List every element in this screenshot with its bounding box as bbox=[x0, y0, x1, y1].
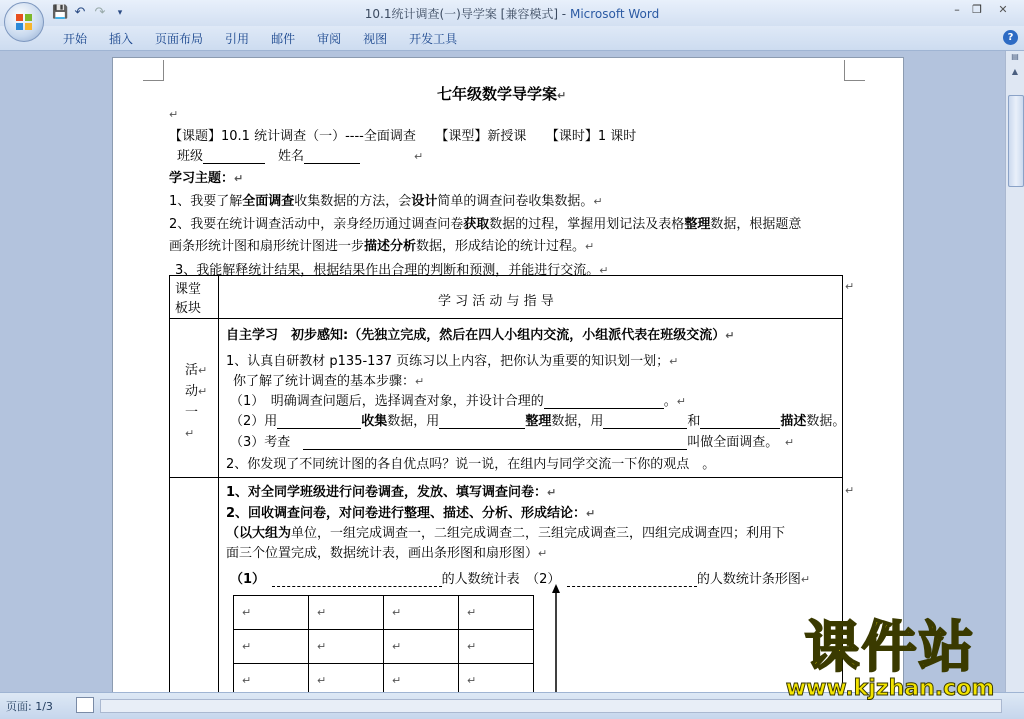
table-cell[interactable]: ↵ bbox=[384, 630, 459, 664]
office-logo-icon bbox=[15, 13, 33, 31]
activity-1-q2: 2、你发现了不同统计图的各自优点吗？说一说，在组内与同学交流一下你的观点 。 bbox=[226, 457, 716, 472]
activity-2-line5: （1） 的人数统计表 （2） 的人数统计条形图↵ bbox=[230, 572, 811, 587]
customize-icon[interactable]: ▾ bbox=[117, 8, 123, 18]
class-name-line: 班级 姓名 ↵ bbox=[177, 149, 424, 164]
tab-page-layout[interactable]: 页面布局 bbox=[155, 32, 204, 46]
col1-header: 课堂 板块 bbox=[175, 282, 202, 316]
watermark bbox=[775, 617, 1005, 701]
goal-2: 2、我要在统计调查活动中，亲身经历通过调查问卷获取数据的过程，掌握用划记法及表格整理数据，根据题意 bbox=[169, 217, 802, 232]
table-cell[interactable]: ↵ bbox=[234, 664, 309, 693]
minimize-icon[interactable]: – bbox=[954, 3, 960, 16]
table-cell[interactable]: ↵ bbox=[234, 630, 309, 664]
activity-1-step3: （3）考查 叫做全面调查。 ↵ bbox=[230, 435, 795, 450]
page-indicator[interactable]: 页面: 1/3 bbox=[6, 700, 53, 713]
activity-2-line4: 面三个位置完成，数据统计表，画出条形图和扇形图）↵ bbox=[226, 546, 548, 561]
window-controls bbox=[948, 2, 1018, 18]
vertical-scrollbar[interactable] bbox=[1005, 51, 1024, 692]
scroll-thumb[interactable] bbox=[1008, 95, 1024, 187]
watermark-text: 课件站 bbox=[804, 615, 976, 679]
table-column-divider bbox=[218, 275, 219, 692]
tab-home[interactable]: 开始 bbox=[63, 32, 88, 46]
layout-icon[interactable] bbox=[76, 697, 94, 713]
table-cell[interactable]: ↵ bbox=[234, 596, 309, 630]
table-cell[interactable]: ↵ bbox=[459, 630, 534, 664]
tab-developer[interactable]: 开发工具 bbox=[409, 32, 458, 46]
restore-icon[interactable]: ❐ bbox=[972, 3, 982, 16]
document-area bbox=[0, 51, 1006, 692]
ruler-toggle-icon[interactable]: ▤ bbox=[1011, 52, 1019, 61]
table-cell[interactable]: ↵ bbox=[309, 664, 384, 693]
activity-1-step1: （1） 明确调查问题后，选择调查对象，并设计合理的 。↵ bbox=[230, 394, 687, 409]
window-title bbox=[0, 5, 1024, 22]
title-bar bbox=[0, 0, 1024, 26]
table-row-divider bbox=[169, 477, 842, 478]
table-row-divider bbox=[169, 318, 842, 319]
tab-references[interactable]: 引用 bbox=[225, 32, 250, 46]
table-cell[interactable]: ↵ bbox=[309, 630, 384, 664]
activity-1-q1: 1、认真自研教材 p135-137 页练习以上内容，把你认为重要的知识划一划；↵ bbox=[226, 354, 679, 369]
office-button[interactable] bbox=[4, 2, 44, 42]
activity-1-q1-sub: 你了解了统计调查的基本步骤：↵ bbox=[233, 374, 425, 389]
document-title: 10.1统计调查(一)导学案 [兼容模式] - bbox=[364, 7, 570, 21]
activity-2-line1: 1、对全同学班级进行问卷调查，发放、填写调查问卷：↵ bbox=[226, 485, 557, 500]
undo-icon[interactable]: ↶ bbox=[74, 5, 86, 20]
tab-insert[interactable]: 插入 bbox=[109, 32, 134, 46]
col2-header: 学 习 活 动 与 指 导 bbox=[438, 294, 554, 309]
activity-1-step2: （2）用 收集数据，用 整理数据，用 和 描述数据。 bbox=[230, 414, 846, 429]
para-mark: ↵ bbox=[169, 108, 179, 121]
scroll-up-icon[interactable]: ▲ bbox=[1011, 67, 1019, 76]
horizontal-scrollbar[interactable] bbox=[100, 699, 1002, 713]
app-name: Microsoft Word bbox=[569, 7, 660, 21]
theme-heading: 学习主题：↵ bbox=[169, 171, 244, 186]
goal-3: 3、我能解释统计结果，根据结果作出合理的判断和预测，并能进行交流。↵ bbox=[175, 263, 609, 278]
para-mark: ↵ bbox=[845, 484, 855, 497]
document-page[interactable] bbox=[112, 57, 904, 692]
table-cell[interactable]: ↵ bbox=[459, 596, 534, 630]
activity-2-line2: 2、回收调查问卷，对问卷进行整理、描述、分析、形成结论：↵ bbox=[226, 506, 596, 521]
goal-1: 1、我要了解全面调查收集数据的方法，会设计简单的调查问卷收集数据。↵ bbox=[169, 194, 603, 209]
tab-review[interactable]: 审阅 bbox=[317, 32, 342, 46]
crop-mark bbox=[844, 60, 865, 81]
save-icon[interactable]: 💾 bbox=[52, 5, 69, 20]
para-mark: ↵ bbox=[845, 280, 855, 293]
redo-icon[interactable]: ↷ bbox=[94, 5, 106, 20]
goal-2-cont: 画条形统计图和扇形统计图进一步描述分析数据，形成结论的统计过程。↵ bbox=[169, 239, 595, 254]
tab-mailings[interactable]: 邮件 bbox=[271, 32, 296, 46]
table-cell[interactable]: ↵ bbox=[459, 664, 534, 693]
table-cell[interactable]: ↵ bbox=[384, 596, 459, 630]
bar-chart-axis-icon bbox=[550, 584, 562, 692]
help-icon[interactable]: ? bbox=[1003, 30, 1018, 45]
tab-view[interactable]: 视图 bbox=[363, 32, 388, 46]
ribbon-tabs bbox=[52, 30, 468, 48]
table-cell[interactable]: ↵ bbox=[309, 596, 384, 630]
doc-title: 七年级数学导学案↵ bbox=[437, 85, 567, 103]
activity-2-line3: （以大组为单位，一组完成调查一，二组完成调查二，三组完成调查三，四组完成调查四；利用下 bbox=[226, 526, 786, 541]
crop-mark bbox=[143, 60, 164, 81]
stats-table bbox=[233, 595, 534, 692]
ribbon bbox=[0, 26, 1024, 51]
activity-1-heading: 自主学习 初步感知:（先独立完成，然后在四人小组内交流，小组派代表在班级交流）↵ bbox=[226, 328, 735, 343]
topic-line: 【课题】10.1 统计调查（一）----全面调查 【课型】新授课 【课时】1 课时 bbox=[169, 129, 637, 144]
table-cell[interactable]: ↵ bbox=[384, 664, 459, 693]
activity-1-label: 活↵ 动↵ 一 ↵ bbox=[185, 363, 208, 440]
watermark-url: www.kjzhan.com bbox=[785, 676, 995, 701]
close-icon[interactable]: ✕ bbox=[998, 3, 1008, 16]
